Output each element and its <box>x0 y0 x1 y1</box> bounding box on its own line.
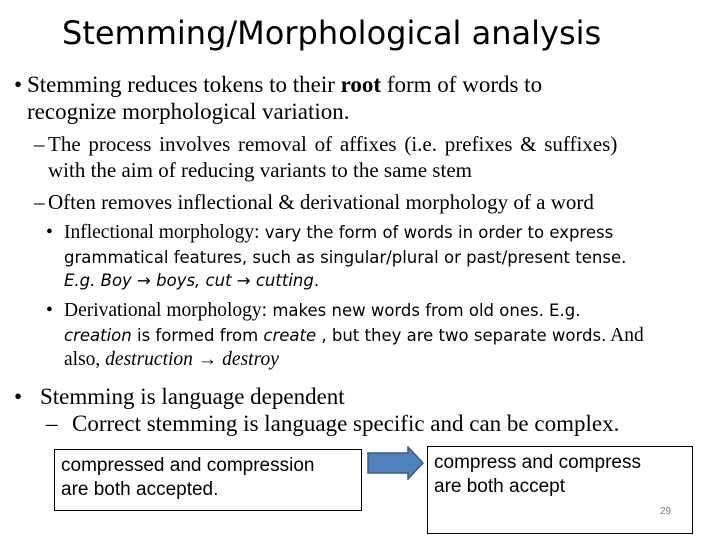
example-output-line1: compress and compress <box>434 452 641 473</box>
text-italic-destruction: destruction → destroy <box>105 349 279 370</box>
bullet-dot: • <box>14 72 23 97</box>
text-segment: And <box>606 325 644 346</box>
text-bold-root: root <box>340 72 382 97</box>
dash-marker: – <box>34 190 45 214</box>
term-derivational: Derivational morphology: <box>64 300 268 321</box>
text-segment: Stemming reduces tokens to their <box>27 72 341 97</box>
text-italic-create: create <box>263 326 317 345</box>
text-segment: makes new words from old ones. E.g. <box>267 301 581 320</box>
bullet-stemming-reduces <box>27 72 542 98</box>
dash-marker: – <box>46 411 58 436</box>
sub-bullet-language-specific: Correct stemming is language specific and can be complex. <box>72 411 620 436</box>
sub-bullet-process: The process involves removal of affixes (i.e. prefixes & suffixes) <box>48 132 618 156</box>
page-number: 29 <box>660 506 672 517</box>
text-segment: , but they are two separate words. <box>316 326 607 345</box>
derivational-line3 <box>64 349 279 371</box>
inflectional-morphology-item <box>64 222 613 244</box>
slide-title: Stemming/Morphological analysis <box>62 14 602 52</box>
example-input-line1: compressed and compression <box>61 455 315 476</box>
example-output-line2: are both accept <box>434 476 565 497</box>
right-arrow-icon <box>366 446 426 480</box>
sub-bullet-often-removes: Often removes inflectional & derivational morphology of a word <box>48 190 594 214</box>
inflectional-example <box>64 271 319 291</box>
text-segment: is formed from <box>131 326 264 345</box>
bullet-dot: • <box>46 222 53 243</box>
dash-marker: – <box>34 132 45 156</box>
text-italic-example: E.g. Boy → boys, cut → cutting <box>64 271 314 290</box>
text-segment: vary the form of words in order to express <box>259 223 614 242</box>
text-segment: . <box>313 271 320 290</box>
example-input-line2: are both accepted. <box>61 479 219 500</box>
example-output-box <box>427 446 693 534</box>
bullet-dot: • <box>14 384 23 409</box>
example-input-box <box>54 449 362 511</box>
text-segment: form of words to <box>381 72 543 97</box>
arrow-shape <box>368 447 423 479</box>
derivational-morphology-item <box>64 300 580 322</box>
sub-bullet-process-line2: with the aim of reducing variants to the same stem <box>48 158 472 182</box>
bullet-language-dependent: Stemming is language dependent <box>40 384 345 409</box>
text-italic-creation: creation <box>64 326 132 345</box>
bullet-dot: • <box>46 300 53 321</box>
derivational-line2 <box>64 325 644 347</box>
inflectional-line2: grammatical features, such as singular/plural or past/present tense. <box>64 248 627 267</box>
bullet-stemming-reduces-line2: recognize morphological variation. <box>27 99 350 124</box>
term-inflectional: Inflectional morphology: <box>64 222 260 243</box>
text-segment: also, <box>64 349 106 370</box>
